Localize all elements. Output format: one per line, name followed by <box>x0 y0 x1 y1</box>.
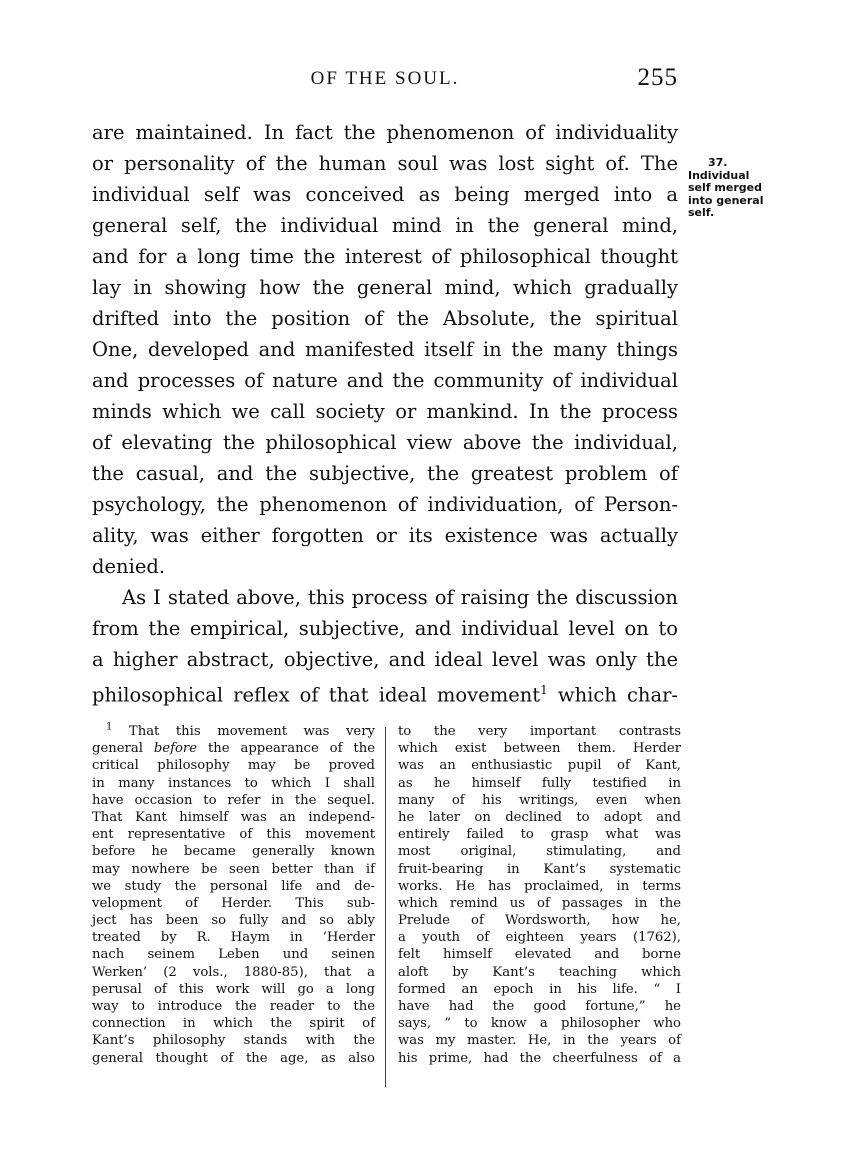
footnote-line: says, “ to know a philosopher who <box>398 1016 681 1032</box>
body-line <box>92 675 678 706</box>
body-line: of elevating the philosophical view above the individual, <box>92 431 678 454</box>
footnote-text: the appearance of the <box>197 741 376 757</box>
footnote <box>92 723 680 1088</box>
footnote-line: was an enthusiastic pupil of Kant, <box>398 758 681 774</box>
footnote-line: nach seinem Leben und seinen <box>92 947 375 963</box>
margin-note-line: Individual <box>688 168 750 182</box>
body-line: One, developed and manifested itself in the many things <box>92 338 678 361</box>
footnote-line: was my master. He, in the years of <box>398 1033 681 1049</box>
body-line: and for a long time the interest of philosophical thought <box>92 245 678 268</box>
footnote-emphasis: before <box>153 741 198 757</box>
footnote-text: That this movement was very <box>128 724 375 739</box>
footnote-line: ject has been so fully and so ably <box>92 913 375 929</box>
body-line: from the empirical, subjective, and individual level on to <box>92 617 678 640</box>
body-line: are maintained. In fact the phenomenon of individuality <box>92 121 678 144</box>
footnote-line: works. He has proclaimed, in terms <box>398 878 681 894</box>
body-line: drifted into the position of the Absolute, the spiritual <box>92 307 678 330</box>
margin-note-line: self merged <box>688 181 762 194</box>
footnote-line: formed an epoch in his life. “ I <box>398 981 681 997</box>
margin-note <box>688 157 778 220</box>
footnote-line: velopment of Herder. This sub- <box>92 895 375 911</box>
footnote-marker: 1 <box>106 721 113 733</box>
page-number: 255 <box>637 64 678 91</box>
footnote-text: general <box>92 741 154 757</box>
footnote-line: entirely failed to grasp what was <box>398 827 681 843</box>
footnote-line: connection in which the spirit of <box>92 1016 375 1032</box>
footnote-line: critical philosophy may be proved <box>92 758 375 774</box>
footnote-line: which exist between them. Herder <box>398 741 681 757</box>
footnote-line: before he became generally known <box>92 844 375 860</box>
margin-note-number: 37. <box>708 156 728 169</box>
footnote-line: ent representative of this movement <box>92 827 375 843</box>
footnote-line: a youth of eighteen years (1762), <box>398 930 681 946</box>
body-line: lay in showing how the general mind, which gradually <box>92 276 678 299</box>
running-head <box>92 64 678 94</box>
footnote-line: aloft by Kant’s teaching which <box>398 964 681 980</box>
footnote-line: That Kant himself was an independ- <box>92 809 375 825</box>
body-line-text: philosophical reflex of that ideal movement <box>92 683 541 707</box>
footnote-line <box>92 740 375 757</box>
footnote-line: many of his writings, even when <box>398 792 681 808</box>
footnote-right-column <box>398 723 681 1067</box>
body-line: minds which we call society or mankind. In the process <box>92 400 678 423</box>
footnote-line: general thought of the age, as also <box>92 1050 375 1066</box>
footnote-line: Kant’s philosophy stands with the <box>92 1033 375 1049</box>
footnote-line: Prelude of Wordsworth, how he, <box>398 913 681 929</box>
body-line: a higher abstract, objective, and ideal level was only the <box>92 648 678 671</box>
footnote-line <box>92 723 375 740</box>
footnote-left-column <box>92 723 375 1067</box>
footnote-line: most original, stimulating, and <box>398 844 681 860</box>
body-line: denied. <box>92 555 166 578</box>
footnote-line: have occasion to refer in the sequel. <box>92 792 375 808</box>
footnote-line: to the very important contrasts <box>398 724 681 739</box>
footnote-line: perusal of this work will go a long <box>92 981 375 997</box>
margin-note-line: into general <box>688 193 764 207</box>
body-line-text: which char- <box>547 683 678 707</box>
body-line: and processes of nature and the community of individual <box>92 369 678 392</box>
body-line: As I stated above, this process of raising the discussion <box>122 586 678 609</box>
footnote-line: as he himself fully testified in <box>398 775 681 791</box>
footnote-line: his prime, had the cheerfulness of a <box>398 1050 681 1066</box>
footnote-line: have had the good fortune,” he <box>398 999 681 1014</box>
margin-note-line: self. <box>688 206 715 219</box>
footnote-line: fruit-bearing in Kant’s systematic <box>398 861 681 877</box>
footnote-line: may nowhere be seen better than if <box>92 861 375 877</box>
footnote-line: we study the personal life and de- <box>92 878 375 894</box>
footnote-line: he later on declined to adopt and <box>398 809 681 825</box>
body-line: individual self was conceived as being merged into a <box>92 183 678 206</box>
footnote-reference: 1 <box>540 683 548 697</box>
footnote-line: in many instances to which I shall <box>92 775 375 791</box>
body-line: psychology, the phenomenon of individuation, of Person- <box>92 493 678 516</box>
running-title: OF THE SOUL. <box>310 68 460 89</box>
body-text <box>92 117 678 706</box>
body-line: ality, was either forgotten or its existence was actually <box>92 524 678 547</box>
footnote-line: felt himself elevated and borne <box>398 947 681 963</box>
body-line: general self, the individual mind in the general mind, <box>92 214 678 237</box>
body-line: the casual, and the subjective, the greatest problem of <box>92 462 678 485</box>
footnote-line: way to introduce the reader to the <box>92 999 375 1014</box>
body-line: or personality of the human soul was lost sight of. The <box>92 152 678 175</box>
footnote-line: which remind us of passages in the <box>398 895 681 911</box>
footnote-line: Werken’ (2 vols., 1880-85), that a <box>92 964 375 980</box>
column-divider <box>385 727 386 1087</box>
footnote-line: treated by R. Haym in ‘Herder <box>92 930 375 946</box>
